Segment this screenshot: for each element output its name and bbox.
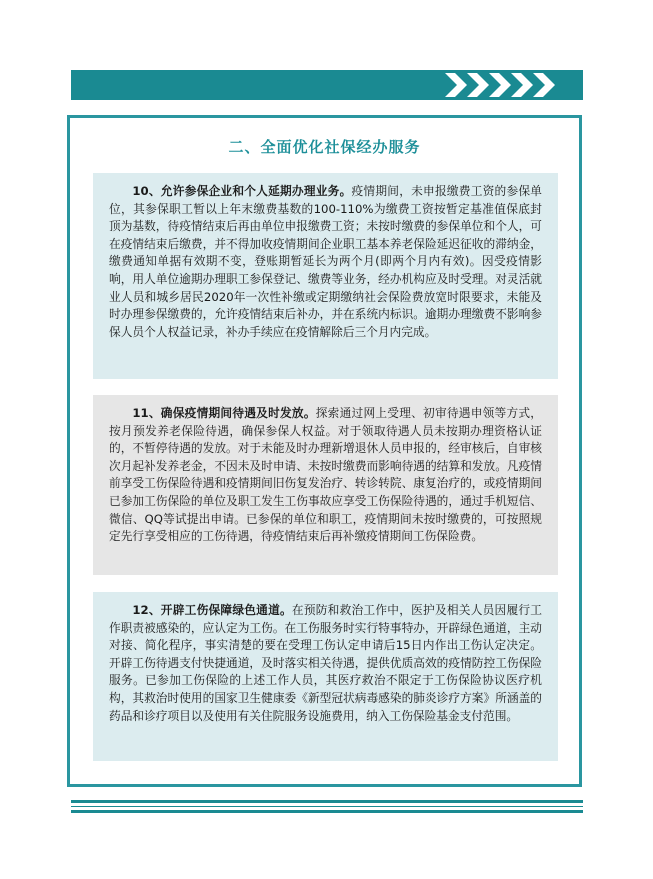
section-title: 二、全面优化社保经办服务 [228,138,421,156]
header-band [71,70,583,100]
item-paragraph [109,602,542,725]
item-block-10 [93,173,558,379]
item-block-12 [93,592,558,761]
item-paragraph [109,183,542,341]
item-lead: 10、允许参保企业和个人延期办理业务。 [132,184,352,198]
item-body: 在预防和救治工作中，医护及相关人员因履行工作职责被感染的，应认定为工伤。在工伤服务时实行特事特办，开辟绿色通道，主动对接、简化程序，事实清楚的要在受理工伤认定申请后15日内作出工伤认定决定。开辟工伤待遇支付快捷通道，及时落实相关待遇，提供优质高效的疫情防控工伤保险服务。已参加工伤保险的上述工作人员，其医疗救治不限定于工伤保险协议医疗机构，其救治时使用的国家卫生健康委《新型冠状病毒感染的肺炎诊疗方案》所涵盖的药品和诊疗项目以及使用有关住院服务设施费用，纳入工伤保险基金支付范围。 [109,603,542,723]
chevron-right-icon [441,70,571,100]
item-paragraph [109,405,542,546]
item-body: 疫情期间，未申报缴费工资的参保单位，其参保职工暂以上年末缴费基数的100-110%为缴费工资按暂定基准值保底封顶为基数，待疫情结束后再由单位申报缴费工资；未按时缴费的参保单位和个人，可在疫情结束后缴费，并不得加收疫情期间企业职工基本养老保险延迟征收的滞纳金，缴费通知单据有效期不变，登账期暂延长为两个月(即两个月内有效)。因受疫情影响，用人单位逾期办理职工参保登记、缴费等业务，经办机构应及时受理。对灵活就业人员和城乡居民2020年一次性补缴或定期缴纳社会保险费放宽时限要求，未能及时办理参保缴费的，允许疫情结束后补办，并在系统内标识。逾期办理缴费不影响参保人员个人权益记录，补办手续应在疫情解除后三个月内完成。 [109,184,542,339]
content-frame [67,115,582,787]
footer-rule [71,800,583,814]
item-lead: 11、确保疫情期间待遇及时发放。 [132,406,316,420]
footer-rule-line [71,806,583,807]
item-block-11 [93,395,558,575]
footer-rule-line [71,800,583,803]
item-body: 探索通过网上受理、初审待遇申领等方式，按月预发养老保险待遇，确保参保人权益。对于领取待遇人员未按期办理资格认证的，不暂停待遇的发放。对于未能及时办理新增退休人员申报的，经审核后，自审核次月起补发养老金，不因未及时申请、未按时缴费而影响待遇的结算和发放。凡疫情前享受工伤保险待遇和疫情期间旧伤复发治疗、转诊转院、康复治疗的，或疫情期间已参加工伤保险的单位及职工发生工伤事故应享受工伤保险待遇的，通过手机短信、微信、QQ等试提出申请。已参保的单位和职工，疫情期间未按时缴费的，可按照规定先行享受相应的工伤待遇，待疫情结束后再补缴疫情期间工伤保险费。 [109,406,542,544]
footer-rule-line [71,810,583,813]
item-lead: 12、开辟工伤保障绿色通道。 [132,603,292,617]
